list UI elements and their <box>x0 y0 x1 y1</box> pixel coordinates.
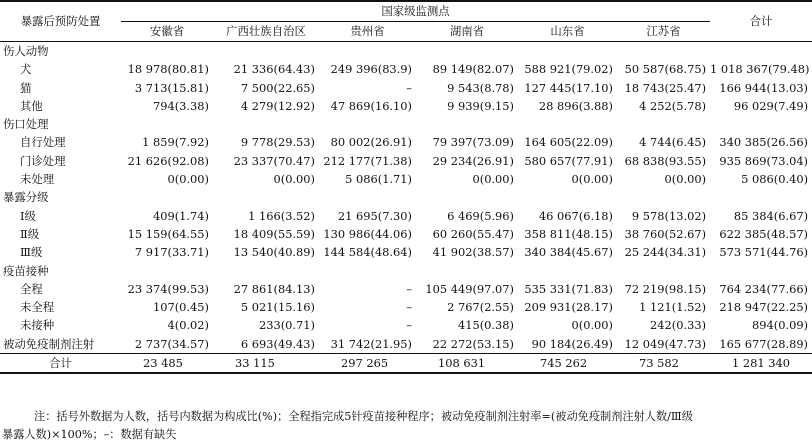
data-cell: 41 902(38.57) <box>432 245 514 260</box>
data-cell: – <box>406 281 412 296</box>
data-cell: 764 234(77.66) <box>719 281 809 296</box>
data-cell: 340 384(45.67) <box>524 245 613 260</box>
footnote <box>2 408 808 444</box>
data-cell: 29 234(26.91) <box>432 153 514 168</box>
data-cell: 5 086(1.71) <box>345 172 412 187</box>
data-cell: 50 587(68.75) <box>624 62 707 77</box>
data-cell: 108 631 <box>416 354 518 374</box>
data-cell: 580 657(77.91) <box>524 153 613 168</box>
data-cell: 1 859(7.92) <box>142 135 209 150</box>
table-row <box>0 133 812 151</box>
data-cell: 4 279(12.92) <box>240 98 315 113</box>
data-cell: 22 272(53.15) <box>432 336 514 351</box>
data-cell: 127 445(17.10) <box>524 80 613 95</box>
data-cell: 415(0.38) <box>458 318 514 333</box>
group-header: 国家级监测点 <box>121 1 710 22</box>
table-row <box>0 79 812 97</box>
data-cell: 212 177(71.38) <box>323 153 412 168</box>
data-cell: 15 159(64.55) <box>127 226 209 241</box>
data-cell: 2 767(2.55) <box>447 300 514 315</box>
table-row <box>0 170 812 188</box>
data-cell: 0(0.00) <box>167 172 209 187</box>
table-row <box>0 225 812 243</box>
data-cell: 573 571(44.76) <box>719 245 809 260</box>
data-cell: 27 861(84.13) <box>233 281 315 296</box>
data-cell: – <box>406 80 412 95</box>
row-header-cell: 暴露后预防处置 <box>0 1 121 42</box>
row-label: 全程 <box>20 281 43 296</box>
data-cell: 164 605(22.09) <box>524 135 613 150</box>
row-label: 未处理 <box>20 172 55 187</box>
province-header: 广西壮族自治区 <box>213 22 319 42</box>
data-cell: 165 677(28.89) <box>719 336 809 351</box>
table-row <box>0 316 812 334</box>
data-cell: 5 021(15.16) <box>240 300 315 315</box>
data-cell: 6 469(5.96) <box>447 208 514 223</box>
data-cell: 166 944(13.03) <box>719 80 809 95</box>
row-label: Ⅲ级 <box>20 245 43 260</box>
data-cell: 23 337(70.47) <box>233 153 315 168</box>
data-cell: – <box>406 318 412 333</box>
data-cell: 894(0.09) <box>752 318 809 333</box>
row-label: 未接种 <box>20 318 55 333</box>
row-label: 未全程 <box>20 300 55 315</box>
data-cell: 1 281 340 <box>710 354 812 374</box>
section-row <box>0 42 812 61</box>
data-cell: – <box>406 300 412 315</box>
data-cell: 23 374(99.53) <box>127 281 209 296</box>
data-cell: 144 584(48.64) <box>323 245 412 260</box>
table-row <box>0 243 812 261</box>
province-header: 江苏省 <box>617 22 710 42</box>
row-label: 其他 <box>20 98 43 113</box>
footnote-line: 暴露人数)×100%；–：数据有缺失 <box>2 428 177 441</box>
data-cell: 242(0.33) <box>650 318 707 333</box>
row-label: 自行处理 <box>20 135 66 150</box>
data-cell: 13 540(40.89) <box>233 245 315 260</box>
data-cell: 12 049(47.73) <box>624 336 707 351</box>
row-label: 猫 <box>20 80 32 95</box>
data-cell: 7 500(22.65) <box>240 80 315 95</box>
section-row <box>0 262 812 280</box>
data-cell: 130 986(44.06) <box>323 226 412 241</box>
data-cell: 18 743(25.47) <box>624 80 707 95</box>
data-cell: 68 838(93.55) <box>624 153 707 168</box>
data-cell: 0(0.00) <box>664 172 707 187</box>
data-cell: 85 384(6.67) <box>733 208 809 223</box>
province-header: 湖南省 <box>416 22 518 42</box>
data-cell: 38 760(52.67) <box>624 226 707 241</box>
data-cell: 105 449(97.07) <box>425 281 514 296</box>
data-cell: 4(0.02) <box>167 318 209 333</box>
data-cell: 90 184(26.49) <box>531 336 613 351</box>
data-cell: 622 385(48.57) <box>719 226 809 241</box>
data-cell: 80 002(26.91) <box>330 135 412 150</box>
footnote-line: 注：括号外数据为人数，括号内数据为构成比(%)；全程指完成5针疫苗接种程序；被动免疫制剂注射率=(被动免疫制剂注射人数/Ⅲ级 <box>34 410 693 423</box>
section-row <box>0 188 812 206</box>
data-cell: 0(0.00) <box>273 172 315 187</box>
data-cell: 21 626(92.08) <box>127 153 209 168</box>
data-cell: 33 115 <box>213 354 319 374</box>
data-cell: 745 262 <box>518 354 617 374</box>
table-body <box>0 42 812 374</box>
province-header: 贵州省 <box>319 22 416 42</box>
data-cell: 0(0.00) <box>571 318 613 333</box>
data-cell: 935 869(73.04) <box>719 153 809 168</box>
table-row <box>0 207 812 225</box>
row-label: 门诊处理 <box>20 153 66 168</box>
data-cell: 2 737(34.57) <box>134 336 209 351</box>
data-cell: 1 121(1.52) <box>639 300 707 315</box>
data-cell: 25 244(34.31) <box>624 245 707 260</box>
data-cell: 340 385(26.56) <box>719 135 809 150</box>
row-label: Ⅱ级 <box>20 226 40 241</box>
province-header: 安徽省 <box>121 22 213 42</box>
data-cell: 6 693(49.43) <box>240 336 315 351</box>
row-label: 犬 <box>20 62 32 77</box>
data-cell: 9 578(13.02) <box>631 208 707 223</box>
data-cell: 794(3.38) <box>153 98 209 113</box>
data-cell: 3 713(15.81) <box>134 80 209 95</box>
section-row <box>0 115 812 133</box>
data-cell: 18 978(80.81) <box>127 62 209 77</box>
table-row <box>0 298 812 316</box>
row-label: 被动免疫制剂注射 <box>3 336 95 351</box>
data-cell: 89 149(82.07) <box>432 62 514 77</box>
data-cell: 28 896(3.88) <box>538 98 613 113</box>
data-cell: 46 067(6.18) <box>538 208 613 223</box>
data-cell: 358 811(48.15) <box>524 226 613 241</box>
data-cell: 7 917(33.71) <box>134 245 209 260</box>
table-row <box>0 97 812 115</box>
data-cell: 31 742(21.95) <box>330 336 412 351</box>
data-cell: 9 543(8.78) <box>447 80 514 95</box>
data-cell: 0(0.00) <box>472 172 514 187</box>
data-cell: 79 397(73.09) <box>432 135 514 150</box>
data-cell: 47 869(16.10) <box>330 98 412 113</box>
data-cell: 21 695(7.30) <box>337 208 412 223</box>
data-cell: 5 086(0.40) <box>741 172 809 187</box>
data-cell: 409(1.74) <box>153 208 209 223</box>
section-title: 伤口处理 <box>3 117 49 132</box>
data-cell: 588 921(79.02) <box>524 62 613 77</box>
data-cell: 72 219(98.15) <box>624 281 707 296</box>
data-cell: 297 265 <box>319 354 416 374</box>
table-row <box>0 280 812 298</box>
total-header: 合计 <box>710 1 812 42</box>
province-header: 山东省 <box>518 22 617 42</box>
data-cell: 1 166(3.52) <box>248 208 315 223</box>
data-cell: 9 939(9.15) <box>447 98 514 113</box>
data-cell: 233(0.71) <box>259 318 315 333</box>
total-row <box>0 354 812 374</box>
section-title: 暴露分级 <box>3 190 49 205</box>
section-title: 伤人动物 <box>3 44 49 58</box>
row-label: 合计 <box>0 354 121 374</box>
passive-row <box>0 335 812 354</box>
data-cell: 209 931(28.17) <box>524 300 613 315</box>
data-cell: 218 947(22.25) <box>719 300 809 315</box>
data-cell: 73 582 <box>617 354 710 374</box>
data-cell: 4 252(5.78) <box>639 98 707 113</box>
data-cell: 249 396(83.9) <box>330 62 412 77</box>
data-cell: 107(0.45) <box>153 300 209 315</box>
table-row <box>0 60 812 78</box>
data-cell: 60 260(55.47) <box>432 226 514 241</box>
data-cell: 18 409(55.59) <box>233 226 315 241</box>
data-cell: 21 336(64.43) <box>233 62 315 77</box>
data-cell: 4 744(6.45) <box>639 135 707 150</box>
data-cell: 96 029(7.49) <box>733 98 809 113</box>
data-cell: 9 778(29.53) <box>240 135 315 150</box>
table-row <box>0 152 812 170</box>
data-cell: 1 018 367(79.48) <box>710 62 810 77</box>
row-label: Ⅰ级 <box>20 208 36 223</box>
data-cell: 535 331(71.83) <box>524 281 613 296</box>
data-cell: 0(0.00) <box>571 172 613 187</box>
data-cell: 23 485 <box>121 354 213 374</box>
section-title: 疫苗接种 <box>3 263 49 278</box>
